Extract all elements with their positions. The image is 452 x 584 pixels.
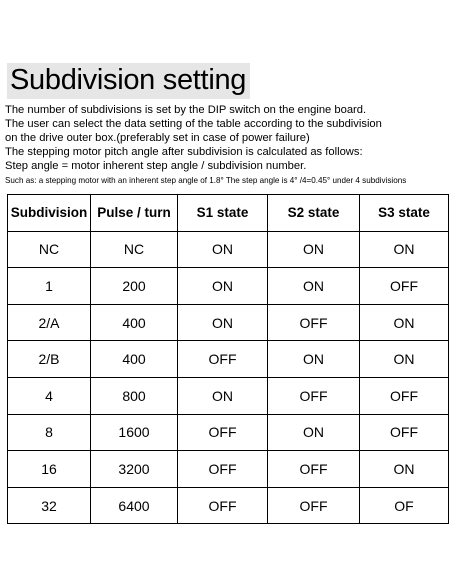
cell-subdivision: 2/B	[8, 341, 91, 378]
cell-s3-state: OFF	[360, 414, 449, 451]
cell-pulse-turn: 800	[91, 377, 178, 414]
cell-pulse-turn: 1600	[91, 414, 178, 451]
cell-s3-state: ON	[360, 341, 449, 378]
header-subdivision: Subdivision	[8, 195, 91, 232]
cell-s1-state: OFF	[178, 341, 268, 378]
cell-s1-state: OFF	[178, 414, 268, 451]
cell-s1-state: OFF	[178, 451, 268, 488]
example-line: Such as: a stepping motor with an inherent step angle of 1.8° The step angle is 4° /4=0.45° under 4 subdivisions	[5, 176, 407, 185]
table-row	[8, 451, 449, 488]
cell-s2-state: ON	[268, 268, 360, 305]
table-header-row	[8, 195, 449, 232]
cell-subdivision: 4	[8, 377, 91, 414]
paragraph-line: on the drive outer box.(preferably set in case of power failure)	[5, 132, 310, 144]
page-title: Subdivision setting	[10, 64, 247, 96]
cell-s3-state: OF	[360, 487, 449, 524]
title-box	[7, 63, 250, 99]
cell-s1-state: ON	[178, 268, 268, 305]
cell-s2-state: OFF	[268, 304, 360, 341]
table-row	[8, 377, 449, 414]
paragraph-line: The number of subdivisions is set by the DIP switch on the engine board.	[5, 104, 367, 116]
cell-s2-state: OFF	[268, 487, 360, 524]
paragraph-line: Step angle = motor inherent step angle / subdivision number.	[5, 160, 307, 172]
cell-s3-state: ON	[360, 231, 449, 268]
cell-s1-state: ON	[178, 377, 268, 414]
cell-s3-state: OFF	[360, 268, 449, 305]
paragraph-line: The user can select the data setting of the table according to the subdivision	[5, 118, 382, 130]
cell-s3-state: ON	[360, 451, 449, 488]
cell-pulse-turn: 400	[91, 304, 178, 341]
cell-s1-state: ON	[178, 304, 268, 341]
cell-s1-state: ON	[178, 231, 268, 268]
cell-s2-state: OFF	[268, 377, 360, 414]
cell-subdivision: 1	[8, 268, 91, 305]
header-s3-state: S3 state	[360, 195, 449, 232]
cell-subdivision: NC	[8, 231, 91, 268]
cell-pulse-turn: 200	[91, 268, 178, 305]
table-row	[8, 487, 449, 524]
cell-subdivision: 2/A	[8, 304, 91, 341]
cell-s2-state: ON	[268, 341, 360, 378]
table-row	[8, 231, 449, 268]
cell-pulse-turn: 6400	[91, 487, 178, 524]
header-s1-state: S1 state	[178, 195, 268, 232]
subdivision-table	[7, 194, 449, 524]
cell-pulse-turn: 400	[91, 341, 178, 378]
cell-pulse-turn: 3200	[91, 451, 178, 488]
table-row	[8, 414, 449, 451]
cell-subdivision: 16	[8, 451, 91, 488]
table-row	[8, 304, 449, 341]
cell-s3-state: ON	[360, 304, 449, 341]
cell-s2-state: ON	[268, 414, 360, 451]
cell-pulse-turn: NC	[91, 231, 178, 268]
cell-subdivision: 8	[8, 414, 91, 451]
header-s2-state: S2 state	[268, 195, 360, 232]
table-row	[8, 268, 449, 305]
table-row	[8, 341, 449, 378]
cell-s2-state: OFF	[268, 451, 360, 488]
cell-s2-state: ON	[268, 231, 360, 268]
cell-subdivision: 32	[8, 487, 91, 524]
header-pulse-turn: Pulse / turn	[91, 195, 178, 232]
cell-s3-state: OFF	[360, 377, 449, 414]
cell-s1-state: OFF	[178, 487, 268, 524]
paragraph-line: The stepping motor pitch angle after subdivision is calculated as follows:	[5, 146, 363, 158]
